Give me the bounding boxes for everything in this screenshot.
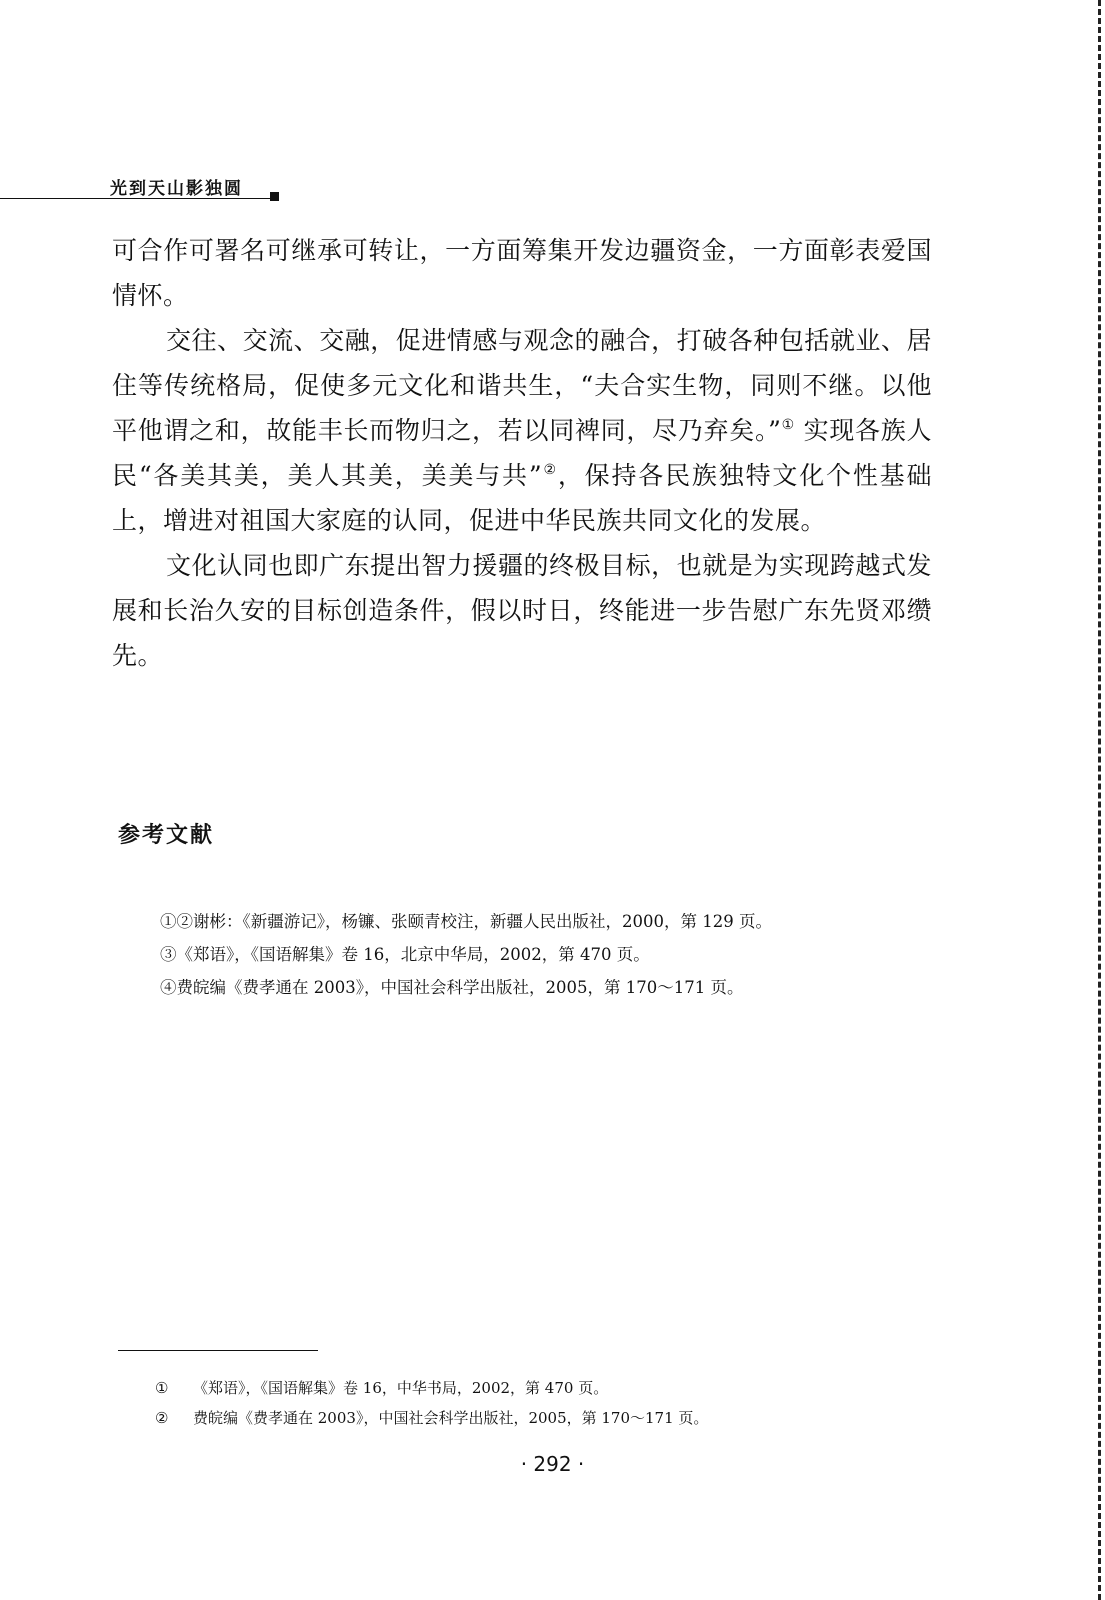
page-edge bbox=[1098, 0, 1104, 1600]
footnote-mark: ① bbox=[155, 1379, 169, 1397]
footnote-marker: ① bbox=[781, 417, 795, 433]
footnote-text: 费皖编《费孝通在 2003》，中国社会科学出版社，2005，第 170～171 页。 bbox=[193, 1409, 709, 1427]
header-square-marker bbox=[270, 192, 279, 201]
footnote-text: 《郑语》，《国语解集》卷 16，中华书局，2002，第 470 页。 bbox=[193, 1379, 609, 1397]
footnote-marker: ② bbox=[542, 462, 558, 478]
reference-item: ③《郑语》，《国语解集》卷 16，北京中华局，2002，第 470 页。 bbox=[160, 945, 650, 964]
reference-item: ①②谢彬：《新疆游记》，杨镰、张颐青校注，新疆人民出版社，2000，第 129 页。 bbox=[160, 912, 772, 931]
footnote bbox=[155, 1403, 955, 1433]
paragraph-text: 交往、交流、交融，促进情感与观念的融合，打破各种包括就业、居住等传统格局，促使多元文化和谐共生，“夫合实生物，同则不继。以他平他谓之和，故能丰长而物归之，若以同裨同，尽乃弃矣。” bbox=[112, 326, 932, 445]
footnotes bbox=[155, 1373, 955, 1433]
page-number: · 292 · bbox=[520, 1452, 585, 1476]
paragraph: 可合作可署名可继承可转让，一方面筹集开发边疆资金，一方面彰表爱国情怀。 bbox=[112, 236, 932, 310]
footnote bbox=[155, 1373, 955, 1403]
paragraph bbox=[112, 318, 932, 543]
footnote-mark: ② bbox=[155, 1409, 169, 1427]
body-text bbox=[112, 228, 932, 678]
paragraph-text: 实现各族人民“各美其美，美人其美，美美与共” bbox=[112, 416, 932, 490]
header-rule bbox=[0, 198, 272, 199]
paragraph: 文化认同也即广东提出智力援疆的终极目标，也就是为实现跨越式发展和长治久安的目标创造条件，假以时日，终能进一步告慰广东先贤邓缵先。 bbox=[112, 551, 932, 670]
references-title: 参考文献 bbox=[118, 823, 215, 848]
references-list bbox=[160, 905, 960, 1004]
running-head: 光到天山影独圆 bbox=[110, 179, 243, 199]
footnote-rule bbox=[118, 1350, 318, 1351]
paragraph-text: ，保持各民族独特文化个性基础上，增进对祖国大家庭的认同，促进中华民族共同文化的发展。 bbox=[112, 461, 932, 535]
reference-item: ④费皖编《费孝通在 2003》，中国社会科学出版社，2005，第 170～171 页。 bbox=[160, 978, 744, 997]
